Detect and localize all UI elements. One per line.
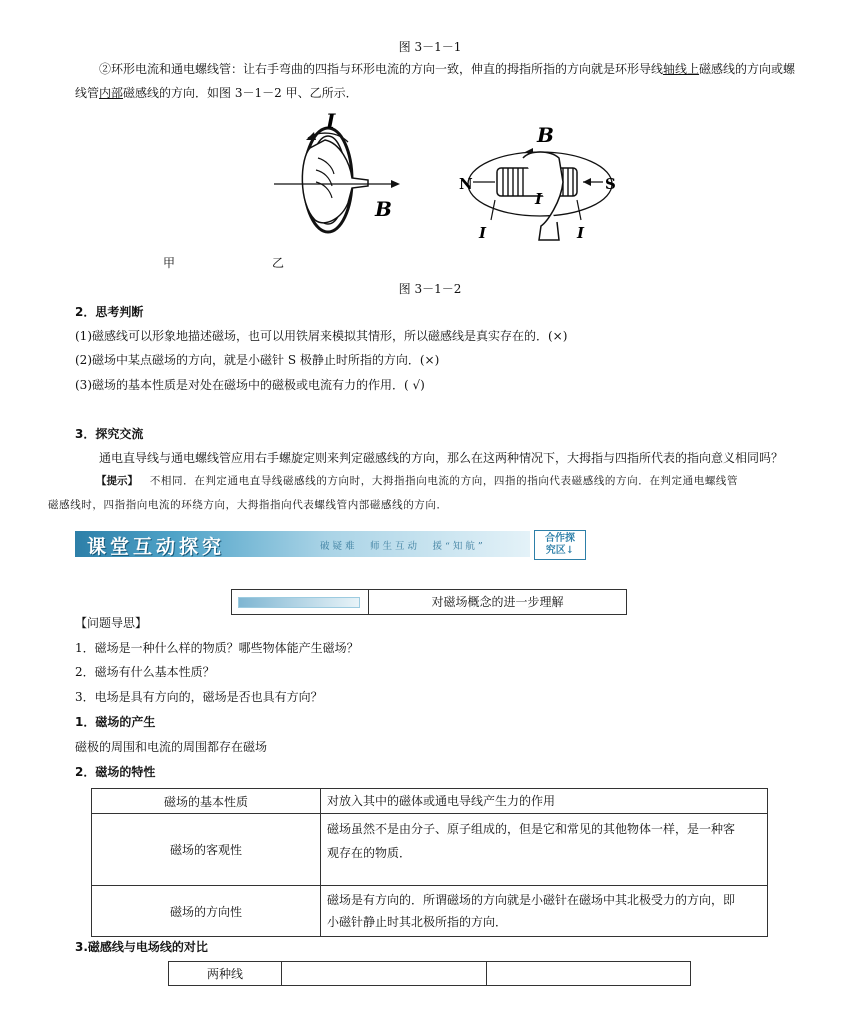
guide-label: 【问题导思】 bbox=[75, 616, 148, 630]
table-cell-desc: 磁场虽然不是由分子、原子组成的，但是它和常见的其他物体一样，是一种客 观存在的物质． bbox=[321, 814, 768, 886]
banner-subtitle: 破疑难 师生互动 援“知航” bbox=[320, 541, 486, 552]
table-header-cell bbox=[282, 962, 487, 986]
figure-label-yi: 乙 bbox=[272, 256, 285, 270]
label-B-right: B bbox=[537, 123, 554, 147]
label-N: N bbox=[459, 175, 473, 193]
label-I-bottom-right: I bbox=[577, 224, 585, 242]
label-S: S bbox=[605, 175, 616, 193]
label-I-left: I bbox=[326, 109, 336, 133]
explore-question: 通电直导线与通电螺线管应用右手螺旋定则来判定磁感线的方向，那么在这两种情况下，大拇指与四指所代表的指向意义相同吗？ bbox=[99, 451, 784, 465]
figure-caption-3-1-1: 图 3－1－1 bbox=[398, 40, 462, 54]
figure-caption-3-1-2: 图 3－1－2 bbox=[398, 282, 462, 296]
figure-solenoid-hand bbox=[455, 122, 625, 244]
label-I-center: I bbox=[535, 190, 543, 208]
table-cell-name: 磁场的方向性 bbox=[92, 886, 321, 937]
guide-item-3: 3．电场是具有方向的，磁场是否也具有方向？ bbox=[75, 690, 323, 704]
produce-text: 磁极的周围和电流的周围都存在磁场 bbox=[75, 740, 268, 754]
label-B-left: B bbox=[375, 197, 392, 221]
section-title-produce: 1．磁场的产生 bbox=[75, 715, 156, 729]
judge-item-3: (3)磁场的基本性质是对处在磁场中的磁极或电流有力的作用．( √) bbox=[75, 378, 425, 392]
section-banner bbox=[75, 531, 530, 557]
section-title-compare: 3.磁感线与电场线的对比 bbox=[75, 940, 208, 954]
table-row bbox=[92, 789, 768, 814]
table-row bbox=[92, 814, 768, 886]
table-cell-name: 磁场的基本性质 bbox=[92, 789, 321, 814]
figure-label-jia: 甲 bbox=[163, 256, 176, 270]
banner-title: 课堂互动探究 bbox=[87, 536, 226, 558]
banner-tag: 合作探 究区↓ bbox=[534, 530, 586, 560]
label-I-bottom-left: I bbox=[479, 224, 487, 242]
table-row bbox=[92, 886, 768, 937]
judge-item-2: (2)磁场中某点磁场的方向，就是小磁针 S 极静止时所指的方向．(×) bbox=[75, 353, 440, 367]
compare-table bbox=[168, 961, 691, 986]
guide-item-1: 1．磁场是一种什么样的物质？哪些物体能产生磁场？ bbox=[75, 641, 359, 655]
table-header-cell: 两种线 bbox=[169, 962, 282, 986]
judge-item-1: (1)磁感线可以形象地描述磁场，也可以用铁屑来模拟其情形，所以磁感线是真实存在的．(×) bbox=[75, 329, 568, 343]
figure-ring-current-hand bbox=[270, 108, 410, 243]
section-title-props: 2．磁场的特性 bbox=[75, 765, 156, 779]
table-header-cell bbox=[487, 962, 691, 986]
section-title: 对磁场概念的进一步理解 bbox=[431, 595, 564, 609]
explore-hint-line2: 磁感线时，四指指向电流的环绕方向，大拇指指向代表螺线管内部磁感线的方向． bbox=[48, 499, 448, 511]
table-cell-desc: 磁场是有方向的．所谓磁场的方向就是小磁针在磁场中其北极受力的方向，即 小磁针静止时其北极所指的方向． bbox=[321, 886, 768, 937]
paragraph-ring-current-line1: ②环形电流和通电螺线管：让右手弯曲的四指与环形电流的方向一致，伸直的拇指所指的方向就是环形导线轴线上磁感线的方向或螺 bbox=[99, 62, 796, 76]
explore-hint-line1: 【提示】 不相同．在判定通电直导线磁感线的方向时，大拇指指向电流的方向，四指的指向代表磁感线的方向．在判定通电螺线管 bbox=[96, 475, 739, 487]
section-title-box-icon bbox=[232, 590, 369, 614]
section-title-judge: 2．思考判断 bbox=[75, 305, 144, 319]
guide-item-2: 2．磁场有什么基本性质？ bbox=[75, 665, 215, 679]
paragraph-ring-current-line2: 线管内部磁感线的方向．如图 3－1－2 甲、乙所示． bbox=[75, 86, 358, 100]
section-title-box bbox=[231, 589, 627, 615]
section-title-explore: 3．探究交流 bbox=[75, 427, 144, 441]
magnetic-properties-table bbox=[91, 788, 768, 937]
table-row bbox=[169, 962, 691, 986]
table-cell-name: 磁场的客观性 bbox=[92, 814, 321, 886]
table-cell-desc: 对放入其中的磁体或通电导线产生力的作用 bbox=[321, 789, 768, 814]
